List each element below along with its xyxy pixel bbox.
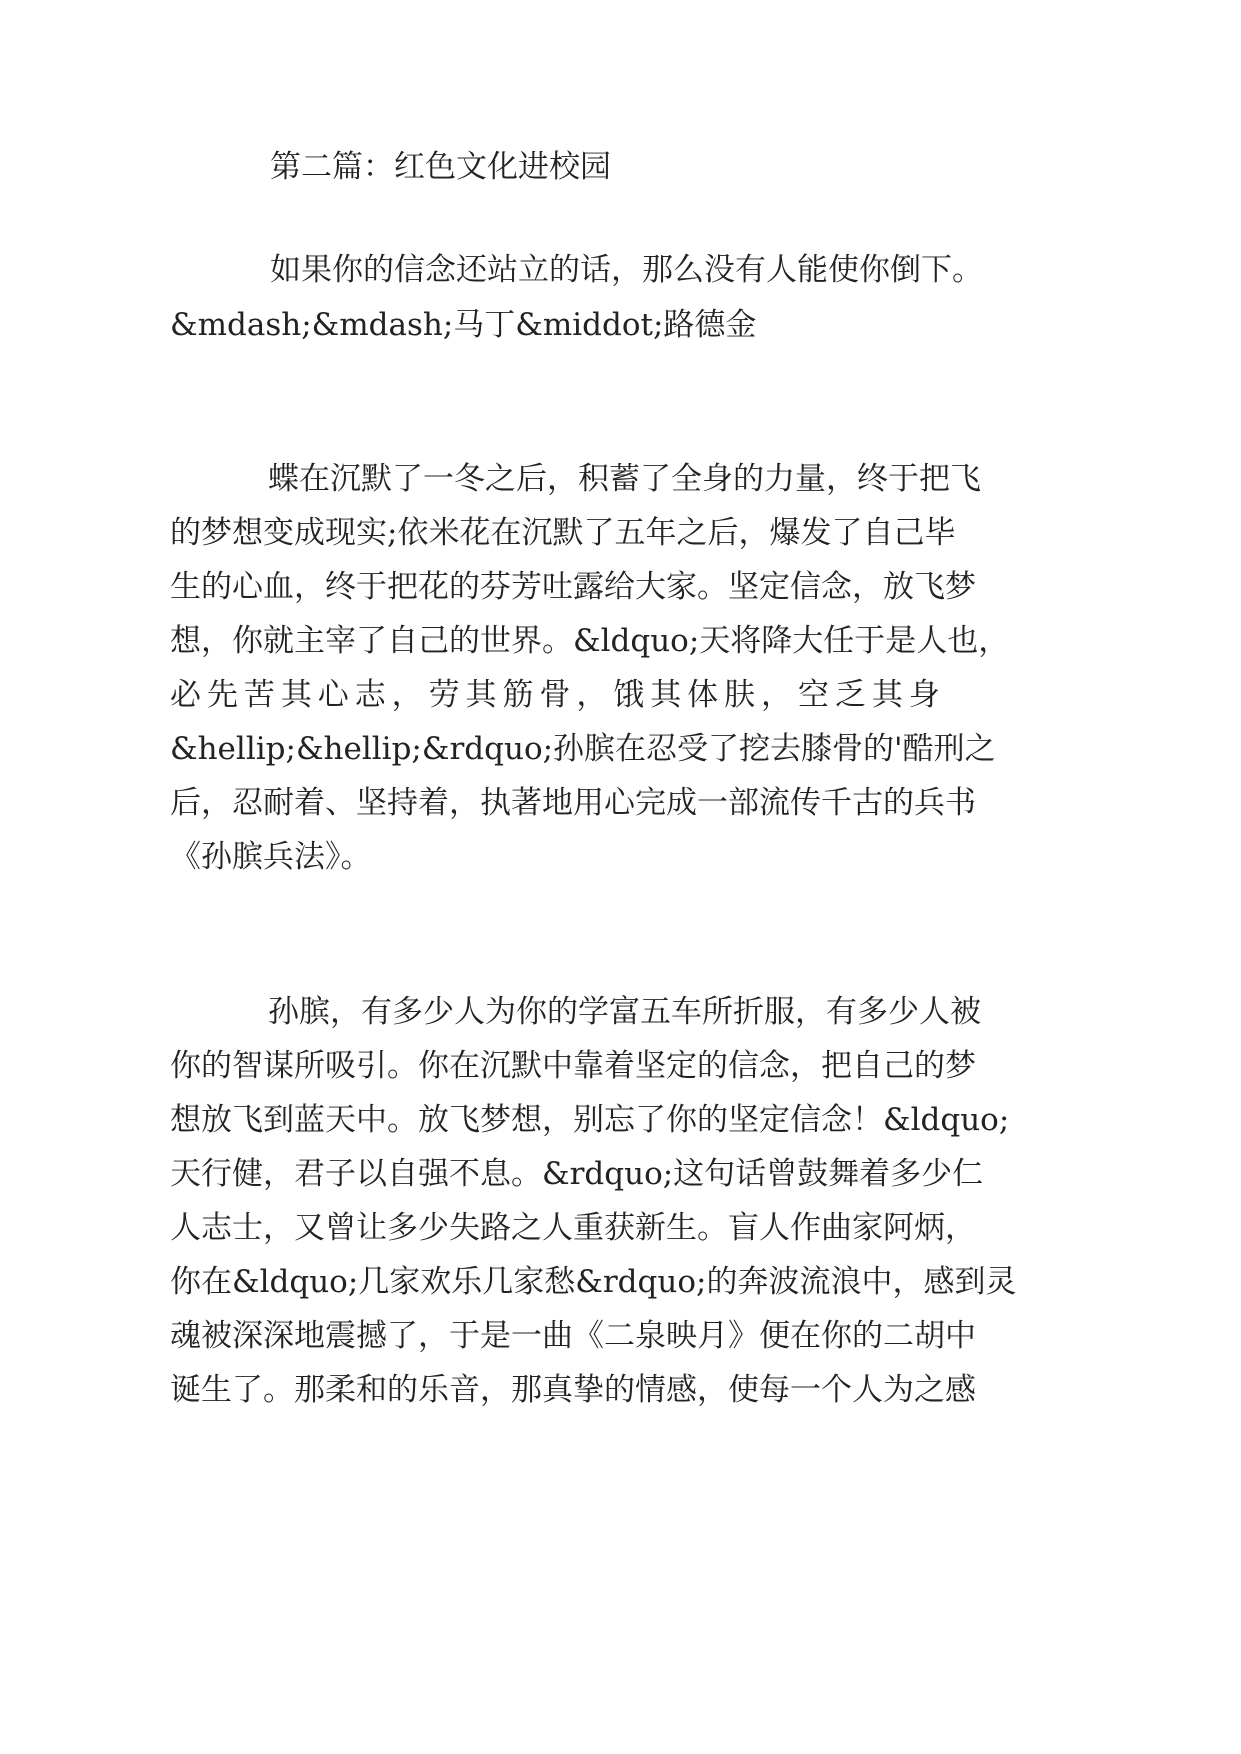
paragraph-2-line: 天行健，君子以自强不息。&rdquo;这句话曾鼓舞着多少仁 [170, 1156, 984, 1192]
text-glyph: 肤 [724, 677, 756, 713]
text-glyph: 体 [687, 677, 719, 713]
paragraph-2-line: 魂被深深地震撼了，于是一曲《二泉映月》便在你的二胡中 [170, 1318, 976, 1354]
text-glyph: 其 [280, 677, 312, 713]
paragraph-2-line: 人志士，又曾让多少失路之人重获新生。盲人作曲家阿炳， [170, 1210, 976, 1246]
text-glyph: 空 [797, 677, 829, 713]
section-heading: 第二篇：红色文化进校园 [270, 149, 611, 185]
text-glyph: 身 [908, 677, 940, 713]
quote-line: 如果你的信念还站立的话，那么没有人能使你倒下。 [270, 252, 983, 288]
paragraph-1-line: 生的心血，终于把花的芬芳吐露给大家。坚定信念，放飞梦 [170, 569, 976, 605]
text-glyph: 筋 [502, 677, 534, 713]
paragraph-2-line: 你的智谋所吸引。你在沉默中靠着坚定的信念，把自己的梦 [170, 1048, 976, 1084]
text-glyph: 饿 [613, 677, 645, 713]
paragraph-2-line: 想放飞到蓝天中。放飞梦想，别忘了你的坚定信念！&ldquo; [170, 1102, 1010, 1138]
paragraph-1-line: &hellip;&hellip;&rdquo;孙膑在忍受了挖去膝骨的'酷刑之 [170, 731, 996, 767]
text-glyph: 志 [354, 677, 386, 713]
text-glyph: 其 [650, 677, 682, 713]
paragraph-2-line: 孙膑，有多少人为你的学富五车所折服，有多少人被 [268, 994, 981, 1030]
paragraph-1-line: 蝶在沉默了一冬之后，积蓄了全身的力量，终于把飞 [268, 461, 981, 497]
text-glyph: ， [391, 677, 423, 713]
paragraph-2-line: 诞生了。那柔和的乐音，那真挚的情感，使每一个人为之感 [170, 1372, 976, 1408]
paragraph-2-line: 你在&ldquo;几家欢乐几家愁&rdquo;的奔波流浪中，感到灵 [170, 1264, 1017, 1300]
text-glyph: 乏 [834, 677, 866, 713]
text-glyph: 劳 [428, 677, 460, 713]
text-glyph: 先 [206, 677, 238, 713]
text-glyph: 必 [170, 677, 201, 713]
text-glyph: 其 [465, 677, 497, 713]
paragraph-1-line: 后，忍耐着、坚持着，执著地用心完成一部流传千古的兵书 [170, 785, 976, 821]
text-glyph: 苦 [243, 677, 275, 713]
text-glyph: ， [576, 677, 608, 713]
paragraph-1-line: 的梦想变成现实;依米花在沉默了五年之后，爆发了自己毕 [170, 515, 956, 551]
text-glyph: ， [761, 677, 792, 713]
text-glyph: 其 [871, 677, 903, 713]
paragraph-1-line: 《孙膑兵法》。 [170, 839, 372, 875]
paragraph-1-line: 想，你就主宰了自己的世界。&ldquo;天将降大任于是人也， [170, 623, 1010, 659]
paragraph-1-justified-line [170, 675, 940, 715]
text-glyph: 心 [317, 677, 349, 713]
text-glyph: 骨 [539, 677, 571, 713]
quote-attribution: &mdash;&mdash;马丁&middot;路德金 [170, 307, 757, 343]
